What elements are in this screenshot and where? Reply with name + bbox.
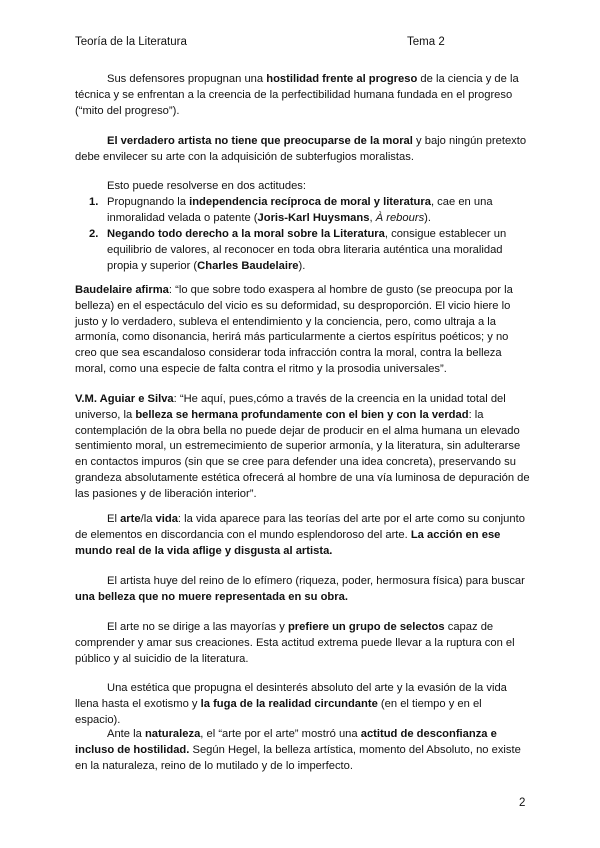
paragraph-evasion: Una estética que propugna el desinterés absoluto del arte y la evasión de la vida llena hasta el exotismo y la fuga de la realidad circundante (en el tiempo y en el espacio). xyxy=(75,682,507,726)
paragraph-progress: Sus defensores propugnan una hostilidad frente al progreso de la ciencia y de la técnica y se enfrentan a la creencia de la perfectibilidad humana fundada en el progreso (“mito del progreso”). xyxy=(75,73,519,117)
page-number: 2 xyxy=(519,797,526,809)
paragraph-attitudes-intro: Esto puede resolverse en dos actitudes: xyxy=(107,180,307,192)
paragraph-ephemeral: El artista huye del reino de lo efímero (riqueza, poder, hermosura física) para buscar una belleza que no muere representada en su obra. xyxy=(75,575,525,603)
list-item-1: 1. Propugnando la independencia recíproca de moral y literatura, cae en una inmoralidad velada o patente (Joris-Karl Huysmans, À rebours). xyxy=(89,196,493,224)
paragraph-aguiar-silva: V.M. Aguiar e Silva: “He aquí, pues,cómo a través de la creencia en la unidad total del universo, la belleza se hermana profundamente con el bien y con la verdad: la contemplación de la obra bella no puede dejar de producir en el alma humana un elevado sentimiento moral, un estremecimiento de superior armonía, y la literatura, sin adulterarse en contactos impuros (sin que se cree para defender una idea concreta), preservando su grandeza absolutamente estética ofrecerá al hombre de una vía luminosa de depuración de las pasiones y de liberación interior”. xyxy=(75,393,530,500)
paragraph-selects: El arte no se dirige a las mayorías y prefiere un grupo de selectos capaz de comprender y amar sus creaciones. Esta actitud extrema puede llevar a la ruptura con el público y al suicidio de la literatura. xyxy=(75,621,515,665)
list-item-2: 2. Negando todo derecho a la moral sobre la Literatura, consigue establecer un equilibrio de valores, al reconocer en toda obra literaria auténtica una moralidad propia y superior (Charles Baudelaire). xyxy=(89,228,507,272)
header-right: Tema 2 xyxy=(407,36,445,48)
header-left: Teoría de la Literatura xyxy=(75,36,187,48)
paragraph-moral: El verdadero artista no tiene que preocuparse de la moral y bajo ningún pretexto debe envilecer su arte con la adquisición de subterfugios moralistas. xyxy=(75,135,527,163)
paragraph-nature: Ante la naturaleza, el “arte por el arte” mostró una actitud de desconfianza e incluso de hostilidad. Según Hegel, la belleza artística, momento del Absoluto, no existe en la naturaleza, reino de lo mutilado y de lo imperfecto. xyxy=(75,728,521,772)
paragraph-baudelaire: Baudelaire afirma: “lo que sobre todo exaspera al hombre de gusto (se preocupa por la belleza) en el espectáculo del vicio es su deformidad, su desproporción. El vicio hiere lo justo y lo verdadero, subleva el entendimiento y la conciencia, pero, como ultraja a la armonía, como disonancia, herirá más particularmente a ciertos espíritus poéticos; y no creo que sea escandaloso considerar toda infracción contra la moral, contra la belleza moral, como una especie de falta contra el ritmo y la prosodia universales”. xyxy=(75,284,513,375)
paragraph-art-life: El arte/la vida: la vida aparece para las teorías del arte por el arte como su conjunto de elementos en discordancia con el mundo esplendoroso del arte. La acción en ese mundo real de la vida aflige y disgusta al artista. xyxy=(75,513,525,557)
